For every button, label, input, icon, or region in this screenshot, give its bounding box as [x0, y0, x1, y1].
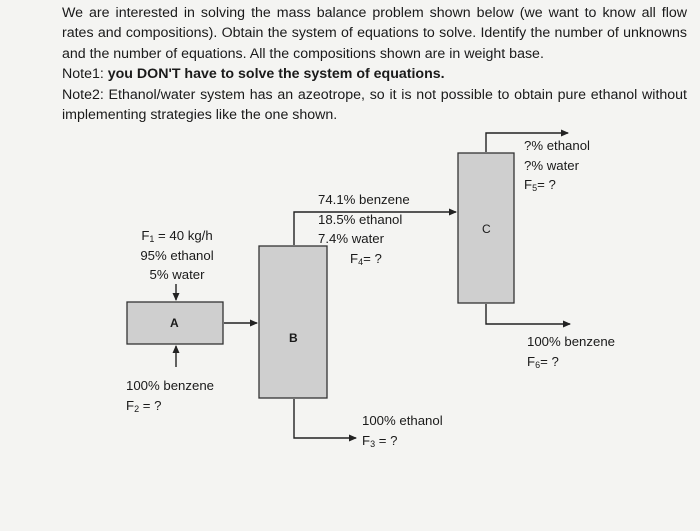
f4-ethanol: 18.5% ethanol: [318, 211, 403, 227]
stream-f5-label: [524, 136, 590, 195]
f3-flow: $F_3$ = ?: [362, 432, 398, 449]
note1-prefix: Note1:: [62, 66, 108, 83]
f1-flow: $F_1 = 40$ kg/h: [141, 228, 213, 244]
stream-f3-label: [362, 411, 443, 450]
stream-f4-label: [318, 190, 410, 268]
stream-f3-line: [294, 399, 356, 438]
intro-text: We are interested in solving the mass balance problem shown below (we want to know all flow rates and compositions). Obtain the system of equations to solve. Identify the number of unknowns and the number of equations. All the compositions shown are in weight base.: [62, 5, 687, 62]
f6-flow: $F_6=$ ?: [527, 353, 559, 370]
f5-ethanol: ?% ethanol: [524, 138, 590, 153]
unit-c-label: C: [482, 222, 491, 236]
stream-f6-label: [527, 332, 615, 371]
f2-benzene: 100% benzene: [126, 378, 214, 393]
f1-water: 5% water: [149, 267, 205, 282]
f4-flow: $F_4=$ ?: [350, 250, 382, 267]
f4-water: 7.4% water: [318, 231, 384, 246]
note2: Note2: Ethanol/water system has an azeotrope, so it is not possible to obtain pure ethanol without implementing strategies like the one shown.: [62, 86, 687, 124]
note1-emphasis: you DON'T have to solve the system of equations.: [107, 66, 445, 83]
stream-f6-line: [486, 304, 570, 324]
stream-f1-label: [127, 226, 227, 285]
f5-water: ?% water: [524, 157, 579, 173]
f4-benzene: 74.1% benzene: [318, 192, 410, 207]
f6-benzene: 100% benzene: [527, 334, 615, 349]
unit-a-label: A: [170, 316, 179, 330]
f2-flow: $F_2$ = ?: [126, 397, 162, 414]
unit-b-label: B: [289, 331, 298, 345]
unit-b-box: [259, 246, 327, 398]
stream-f2-label: [126, 376, 214, 415]
f1-ethanol: 95% ethanol: [140, 247, 214, 263]
f5-flow: $F_5=$ ?: [524, 177, 556, 193]
f3-ethanol: 100% ethanol: [362, 413, 443, 428]
